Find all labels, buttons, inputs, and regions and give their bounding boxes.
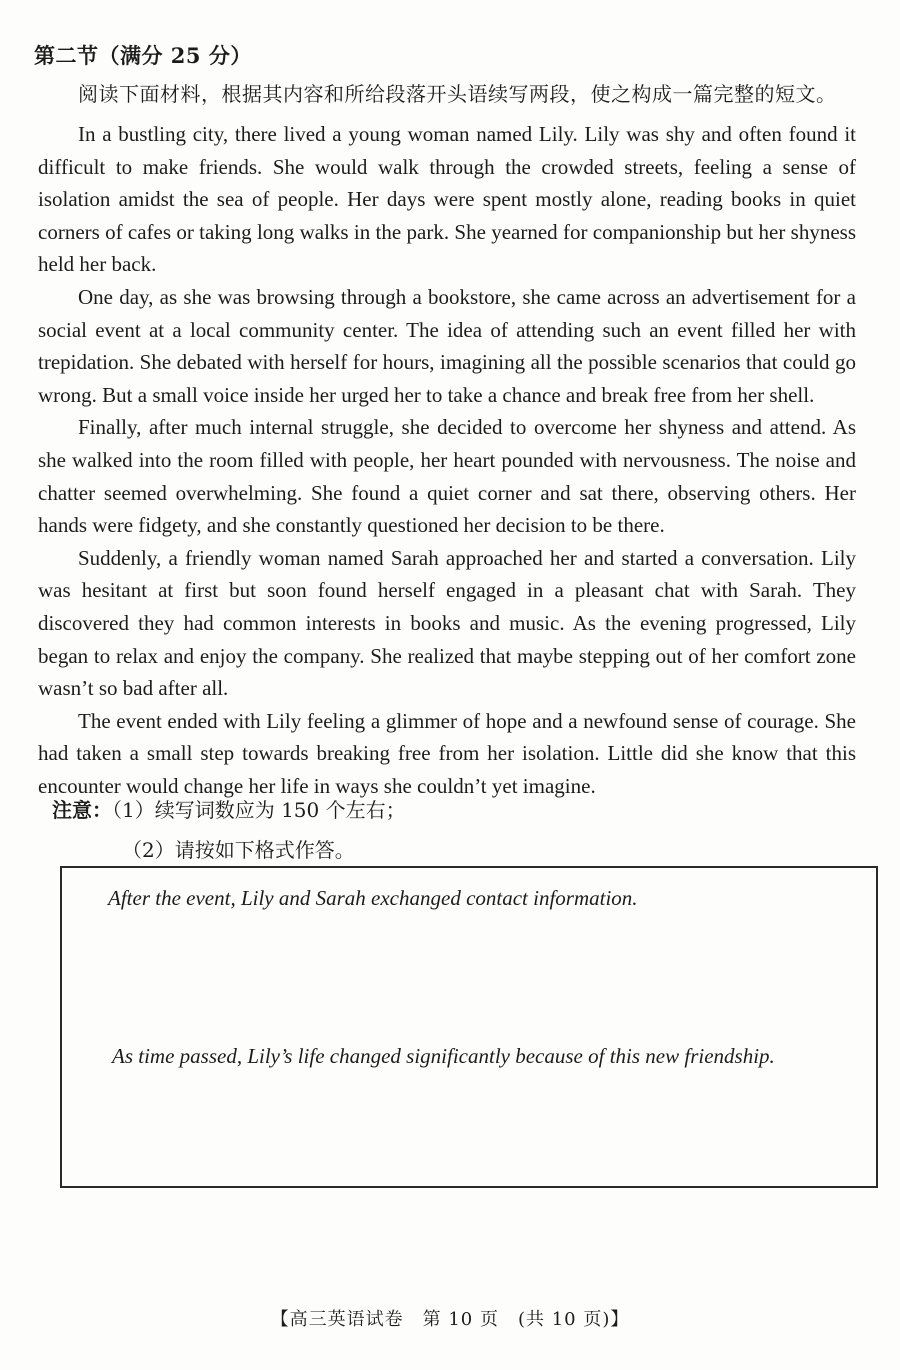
note-item-2: （2）请按如下格式作答。 [122,838,355,862]
section-title: 第二节（满分 25 分） [34,43,252,68]
passage-paragraph-2: One day, as she was browsing through a bookstore, she came across an advertisement for a social event at a local community center. The idea of attending such an event filled her with trepidation. She debated with herself for hours, imagining all the possible scenarios that could go wrong. But a small voice inside her urged her to take a chance and break free from her shell. [38,284,856,407]
paragraph-opener-2: As time passed, Lily’s life changed significantly because of this new friendship. [112,1044,775,1068]
note-line-1 [52,790,406,830]
page-footer: 【高三英语试卷 第 10 页 (共 10 页)】 [270,1309,630,1330]
passage-paragraph-5: The event ended with Lily feeling a glimmer of hope and a newfound sense of courage. She had taken a small step towards breaking free from her isolation. Little did she know that this encounter would change her life in ways she couldn’t yet imagine. [38,708,856,798]
paragraph-opener-1: After the event, Lily and Sarah exchanged contact information. [108,886,638,910]
passage-paragraph-1: In a bustling city, there lived a young woman named Lily. Lily was shy and often found it difficult to make friends. She would walk through the crowded streets, feeling a sense of isolation amidst the sea of people. Her days were spent mostly alone, reading books in quiet corners of cafes or taking long walks in the park. She yearned for companionship but her shyness held her back. [38,122,856,277]
reading-passage [38,118,856,802]
note-label: 注意： [52,798,112,822]
answer-box[interactable] [60,866,878,1188]
instruction-text: 阅读下面材料，根据其内容和所给段落开头语续写两段，使之构成一篇完整的短文。 [78,82,837,106]
passage-paragraph-4: Suddenly, a friendly woman named Sarah approached her and started a conversation. Lily was hesitant at first but soon found herself engaged in a pleasant chat with Sarah. They discovered they had common interests in books and music. As the evening progressed, Lily began to relax and enjoy the company. She realized that maybe stepping out of her comfort zone wasn’t so bad after all. [38,545,856,701]
passage-paragraph-3: Finally, after much internal struggle, she decided to overcome her shyness and attend. As she walked into the room filled with people, her heart pounded with nervousness. The noise and chatter seemed overwhelming. She found a quiet corner and sat there, observing others. Her hands were fidgety, and she constantly questioned her decision to be there. [38,415,856,538]
note-item-1: （1）续写词数应为 150 个左右； [112,798,406,822]
notes [52,790,406,870]
